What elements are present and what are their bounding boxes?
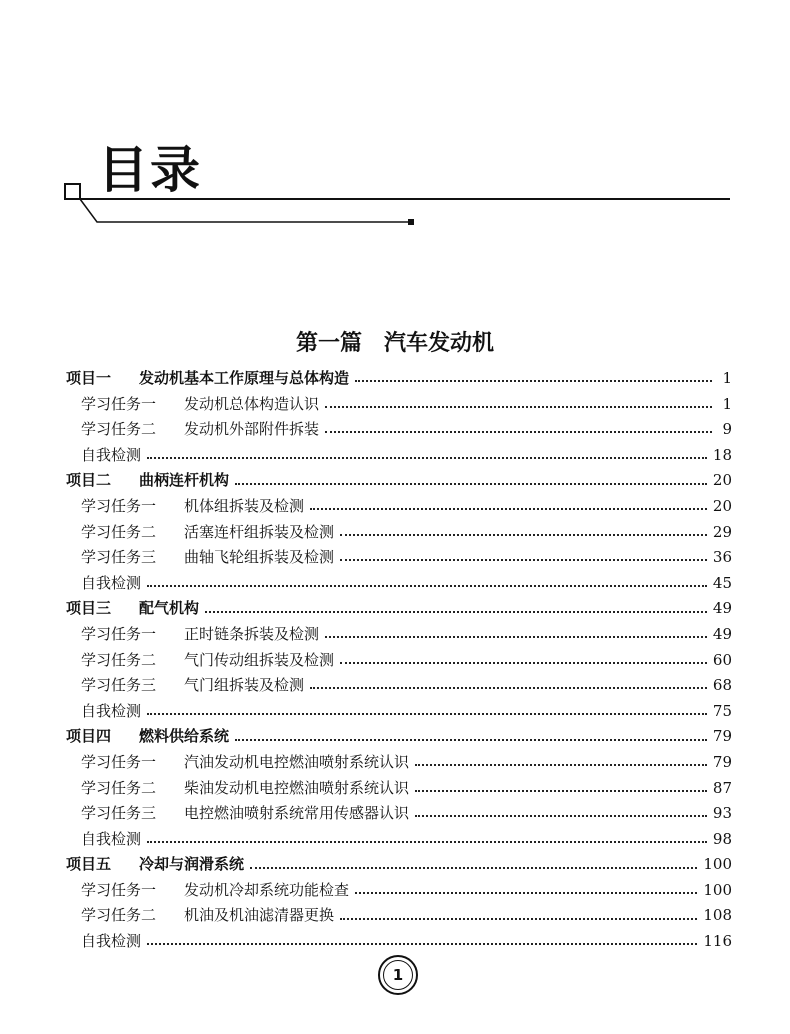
toc-entry-label (81, 699, 141, 725)
toc-entry-label (66, 724, 229, 750)
dot-leader (250, 866, 697, 869)
toc-entry-label (81, 443, 141, 469)
toc-entry-label (81, 417, 319, 443)
dot-leader (147, 840, 707, 843)
toc-entry-page: 87 (712, 778, 732, 797)
toc-entry-title: 曲柄连杆机构 (139, 471, 230, 490)
toc-entry-check[interactable] (66, 443, 732, 469)
dot-leader (325, 405, 712, 408)
toc-entry-title: 自我检测 (81, 829, 142, 848)
toc-entry-prefix: 学习任务二 (81, 650, 157, 669)
toc-entry-title: 活塞连杆组拆装及检测 (184, 522, 335, 541)
toc-entry-project[interactable] (66, 596, 732, 622)
toc-entry-label (81, 673, 304, 699)
toc-entry-check[interactable] (66, 827, 732, 853)
dot-leader (147, 712, 707, 715)
toc-entry-label (81, 392, 319, 418)
toc-entry-title: 自我检测 (81, 932, 142, 951)
toc-entry-title: 发动机总体构造认识 (184, 394, 320, 413)
toc-entry-title: 机体组拆装及检测 (184, 496, 305, 515)
toc-entry-label (81, 827, 141, 853)
toc-entry-prefix: 学习任务三 (81, 676, 157, 695)
toc-entry-title: 配气机构 (139, 599, 200, 618)
dot-leader (147, 584, 707, 587)
toc-entry-label (81, 648, 334, 674)
toc-entry-page: 20 (712, 496, 732, 515)
toc-entry-prefix: 项目五 (66, 855, 112, 874)
toc-entry-label (81, 571, 141, 597)
dot-leader (355, 379, 712, 382)
line-end-marker (408, 219, 414, 225)
toc-entry-prefix: 学习任务一 (81, 496, 157, 515)
toc-entry-page: 18 (712, 445, 732, 464)
toc-entry-title: 发动机外部附件拆装 (184, 420, 320, 439)
part-title: 第一篇 汽车发动机 (295, 330, 494, 356)
toc-entry-title: 正时链条拆装及检测 (184, 624, 320, 643)
toc-entry-task[interactable] (66, 903, 732, 929)
page-title: 目录 (98, 141, 202, 199)
toc-entry-task[interactable] (66, 417, 732, 443)
toc-entry-title: 自我检测 (81, 573, 142, 592)
toc-entry-label (81, 878, 349, 904)
toc-entry-page: 60 (712, 650, 732, 669)
toc-entry-prefix: 项目三 (66, 599, 112, 618)
toc-entry-page: 68 (712, 676, 732, 695)
toc-entry-page: 108 (703, 906, 732, 925)
toc-entry-prefix: 学习任务一 (81, 394, 157, 413)
toc-entry-page: 29 (712, 522, 732, 541)
toc-entry-task[interactable] (66, 648, 732, 674)
dot-leader (415, 814, 707, 817)
toc-entry-label (81, 622, 319, 648)
toc-entry-prefix: 学习任务二 (81, 778, 157, 797)
dot-leader (340, 533, 707, 536)
header-decoration (0, 0, 790, 260)
toc-entry-task[interactable] (66, 750, 732, 776)
dot-leader (340, 917, 697, 920)
toc-entry-page: 93 (712, 804, 732, 823)
toc-entry-task[interactable] (66, 878, 732, 904)
toc-entry-prefix: 学习任务一 (81, 624, 157, 643)
toc-entry-prefix: 学习任务三 (81, 548, 157, 567)
dot-leader (310, 507, 707, 510)
toc-entry-prefix: 项目一 (66, 369, 112, 387)
toc-entry-task[interactable] (66, 392, 732, 418)
dot-leader (415, 789, 707, 792)
toc-entry-check[interactable] (66, 571, 732, 597)
toc-entry-project[interactable] (66, 724, 732, 750)
toc-entry-label (81, 801, 409, 827)
toc-entry-title: 柴油发动机电控燃油喷射系统认识 (184, 778, 410, 797)
toc-entry-label (81, 929, 141, 955)
dot-leader (235, 738, 707, 741)
toc-entry-project[interactable] (66, 852, 732, 878)
toc-entry-task[interactable] (66, 494, 732, 520)
dot-leader (310, 686, 707, 689)
toc-entry-prefix: 学习任务二 (81, 906, 157, 925)
toc-entry-label (66, 468, 229, 494)
toc-entry-label (81, 750, 409, 776)
toc-entry-title: 汽油发动机电控燃油喷射系统认识 (184, 752, 410, 771)
corner-square-icon (65, 184, 80, 199)
toc-entry-project[interactable] (66, 468, 732, 494)
dot-leader (147, 456, 707, 459)
toc-entry-title: 自我检测 (81, 701, 142, 720)
dot-leader (340, 661, 707, 664)
toc-entry-task[interactable] (66, 520, 732, 546)
toc-entry-label (66, 366, 349, 392)
toc-entry-title: 电控燃油喷射系统常用传感器认识 (184, 804, 410, 823)
toc-entry-page: 49 (712, 624, 732, 643)
toc-entry-page: 49 (712, 599, 732, 618)
toc-entry-page: 36 (712, 548, 732, 567)
dot-leader (340, 558, 707, 561)
toc-entry-page: 79 (712, 752, 732, 771)
toc-entry-prefix: 学习任务一 (81, 752, 157, 771)
toc-entry-task[interactable] (66, 776, 732, 802)
toc-entry-task[interactable] (66, 545, 732, 571)
toc-entry-page: 1 (722, 394, 732, 413)
toc-entry-prefix: 学习任务二 (81, 522, 157, 541)
toc-entry-title: 冷却与润滑系统 (139, 855, 245, 874)
toc-entry-label (81, 903, 334, 929)
toc-entry-prefix: 学习任务一 (81, 880, 157, 899)
dot-leader (147, 942, 697, 945)
toc-entry-title: 机油及机油滤清器更换 (184, 906, 335, 925)
toc-entry-page: 98 (712, 829, 732, 848)
dot-leader (325, 635, 707, 638)
toc-entry-check[interactable] (66, 699, 732, 725)
toc-entry-prefix: 学习任务三 (81, 804, 157, 823)
toc-entry-title: 气门传动组拆装及检测 (184, 650, 335, 669)
toc-entry-title: 燃料供给系统 (139, 727, 230, 746)
page-number: 1 (378, 955, 418, 995)
toc-entry-page: 75 (712, 701, 732, 720)
toc-entry-title: 气门组拆装及检测 (184, 676, 305, 695)
dot-leader (235, 482, 707, 485)
toc-entry-task[interactable] (66, 622, 732, 648)
toc-entry-label (81, 776, 409, 802)
dot-leader (355, 891, 697, 894)
toc-entry-project[interactable] (66, 366, 732, 392)
toc-entry-page: 79 (712, 727, 732, 746)
dot-leader (415, 763, 707, 766)
toc-entry-page: 20 (712, 471, 732, 490)
toc-entry-title: 发动机基本工作原理与总体构造 (139, 369, 350, 387)
toc-entry-page: 100 (703, 855, 732, 874)
toc-entry-prefix: 学习任务二 (81, 420, 157, 439)
toc-entry-page: 100 (703, 880, 732, 899)
toc-entry-page: 1 (722, 369, 732, 387)
table-of-contents (66, 366, 732, 955)
toc-entry-label (81, 520, 334, 546)
toc-entry-task[interactable] (66, 673, 732, 699)
toc-entry-page: 9 (722, 420, 732, 439)
toc-entry-page: 45 (712, 573, 732, 592)
toc-entry-label (81, 494, 304, 520)
toc-entry-page: 116 (703, 932, 732, 951)
toc-entry-label (81, 545, 334, 571)
toc-entry-prefix: 项目二 (66, 471, 112, 490)
toc-entry-label (66, 596, 199, 622)
toc-entry-title: 自我检测 (81, 445, 142, 464)
toc-entry-title: 曲轴飞轮组拆装及检测 (184, 548, 335, 567)
toc-entry-check[interactable] (66, 929, 732, 955)
toc-entry-label (66, 852, 244, 878)
dot-leader (205, 610, 707, 613)
dot-leader (325, 430, 712, 433)
toc-entry-title: 发动机冷却系统功能检查 (184, 880, 350, 899)
toc-entry-task[interactable] (66, 801, 732, 827)
toc-entry-prefix: 项目四 (66, 727, 112, 746)
